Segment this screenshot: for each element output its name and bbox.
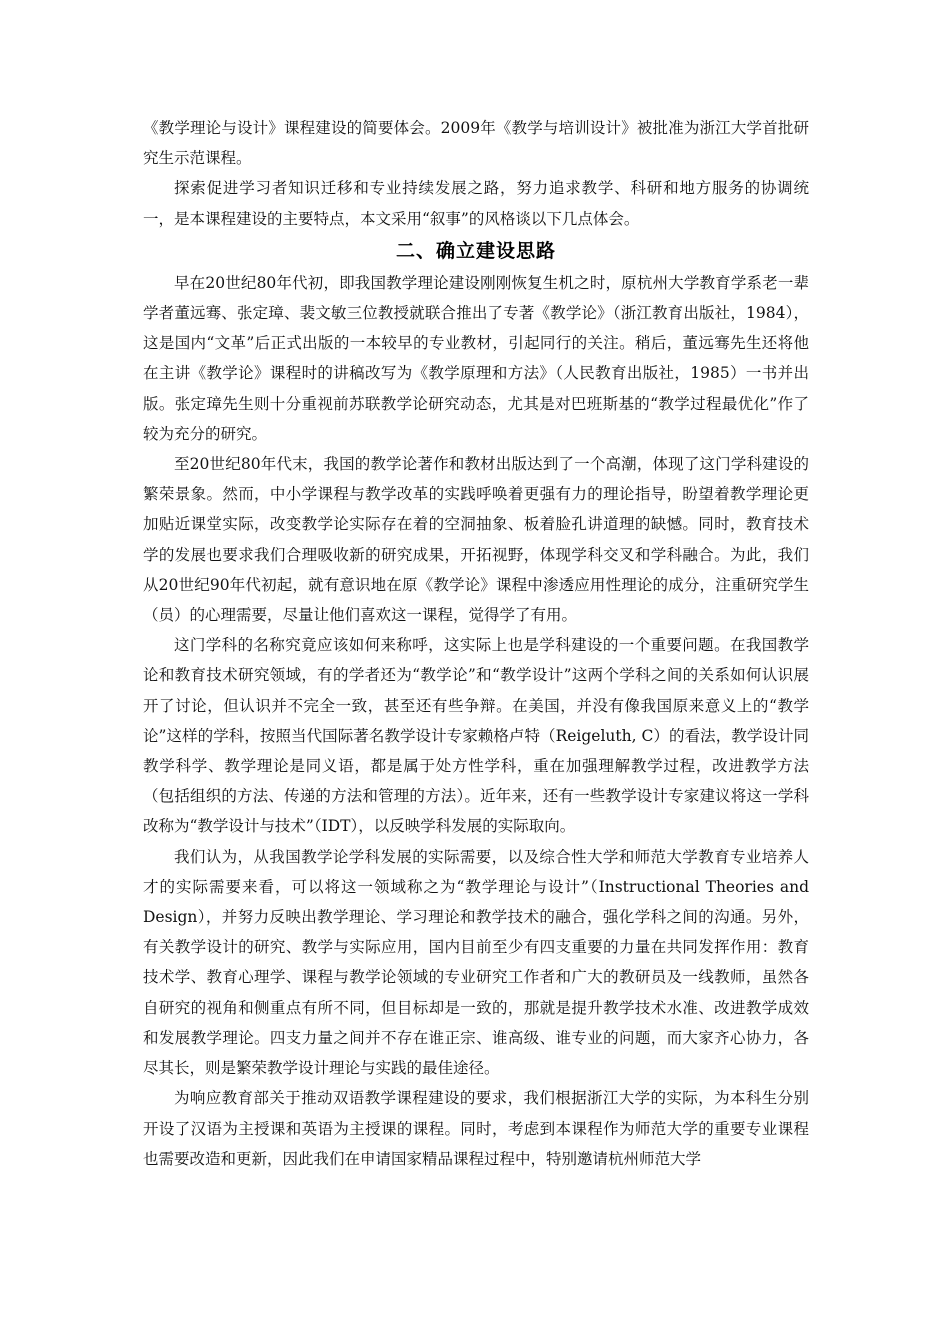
section-heading: 二、确立建设思路	[395, 239, 556, 262]
paragraph: 这门学科的名称究竟应该如何来称呼，这实际上也是学科建设的一个重要问题。在我国教学论和教育技术研究领域，有的学者还为“教学论”和“教学设计”这两个学科之间的关系如何认识展开了讨论，但认识并不完全一致，甚至还有些争辩。在美国，并没有像我国原来意义上的“教学论”这样的学科，按照当代国际著名教学设计专家赖格卢特（Reigeluth, C）的看法，教学设计同教学科学、教学理论是同义语，都是属于处方性学科，重在加强理解教学过程，改进教学方法（包括组织的方法、传递的方法和管理的方法）。近年来，还有一些教学设计专家建议将这一学科改称为“教学设计与技术”（IDT），以反映学科发展的实际取向。	[143, 636, 809, 836]
paragraph: 为响应教育部关于推动双语教学课程建设的要求，我们根据浙江大学的实际，为本科生分别开设了汉语为主授课和英语为主授课的课程。同时，考虑到本课程作为师范大学的重要专业课程也需要改造和更新，因此我们在申请国家精品课程过程中，特别邀请杭州师范大学	[143, 1089, 809, 1168]
paragraph: 至20世纪80年代末，我国的教学论著作和教材出版达到了一个高潮，体现了这门学科建设的繁荣景象。然而，中小学课程与教学改革的实践呼唤着更强有力的理论指导，盼望着教学理论更加贴近课堂实际，改变教学论实际存在着的空洞抽象、板着脸孔讲道理的缺憾。同时，教育技术学的发展也要求我们合理吸收新的研究成果，开拓视野，体现学科交叉和学科融合。为此，我们从20世纪90年代初起，就有意识地在原《教学论》课程中渗透应用性理论的成分，注重研究学生（员）的心理需要，尽量让他们喜欢这一课程，觉得学了有用。	[143, 455, 809, 625]
document-body	[143, 113, 809, 1174]
paragraph: 早在20世纪80年代初，即我国教学理论建设刚刚恢复生机之时，原杭州大学教育学系老一辈学者董远骞、张定璋、裴文敏三位教授就联合推出了专著《教学论》（浙江教育出版社，1984），这是国内“文革”后正式出版的一本较早的专业教材，引起同行的关注。稍后，董远骞先生还将他在主讲《教学论》课程时的讲稿改写为《教学原理和方法》（人民教育出版社，1985）一书并出版。张定璋先生则十分重视前苏联教学论研究动态，尤其是对巴班斯基的“教学过程最优化”作了较为充分的研究。	[143, 273, 809, 443]
paragraph-continuation: 《教学理论与设计》课程建设的简要体会。2009年《教学与培训设计》被批准为浙江大学首批研究生示范课程。	[143, 119, 809, 168]
paragraph: 我们认为，从我国教学论学科发展的实际需要，以及综合性大学和师范大学教育专业培养人才的实际需要来看，可以将这一领域称之为“教学理论与设计”（Instructional Theories and Design），并努力反映出教学理论、学习理论和教学技术的融合，强化学科之间的沟通。另外，有关教学设计的研究、教学与实际应用，国内目前至少有四支重要的力量在共同发挥作用：教育技术学、教育心理学、课程与教学论领域的专业研究工作者和广大的教研员及一线教师，虽然各自研究的视角和侧重点有所不同，但目标却是一致的，那就是提升教学技术水准、改进教学成效和发展教学理论。四支力量之间并不存在谁正宗、谁高级、谁专业的问题，而大家齐心协力，各尽其长，则是繁荣教学设计理论与实践的最佳途径。	[143, 847, 809, 1078]
paragraph-intro: 探索促进学习者知识迁移和专业持续发展之路，努力追求教学、科研和地方服务的协调统一，是本课程建设的主要特点，本文采用“叙事”的风格谈以下几点体会。	[143, 179, 809, 228]
